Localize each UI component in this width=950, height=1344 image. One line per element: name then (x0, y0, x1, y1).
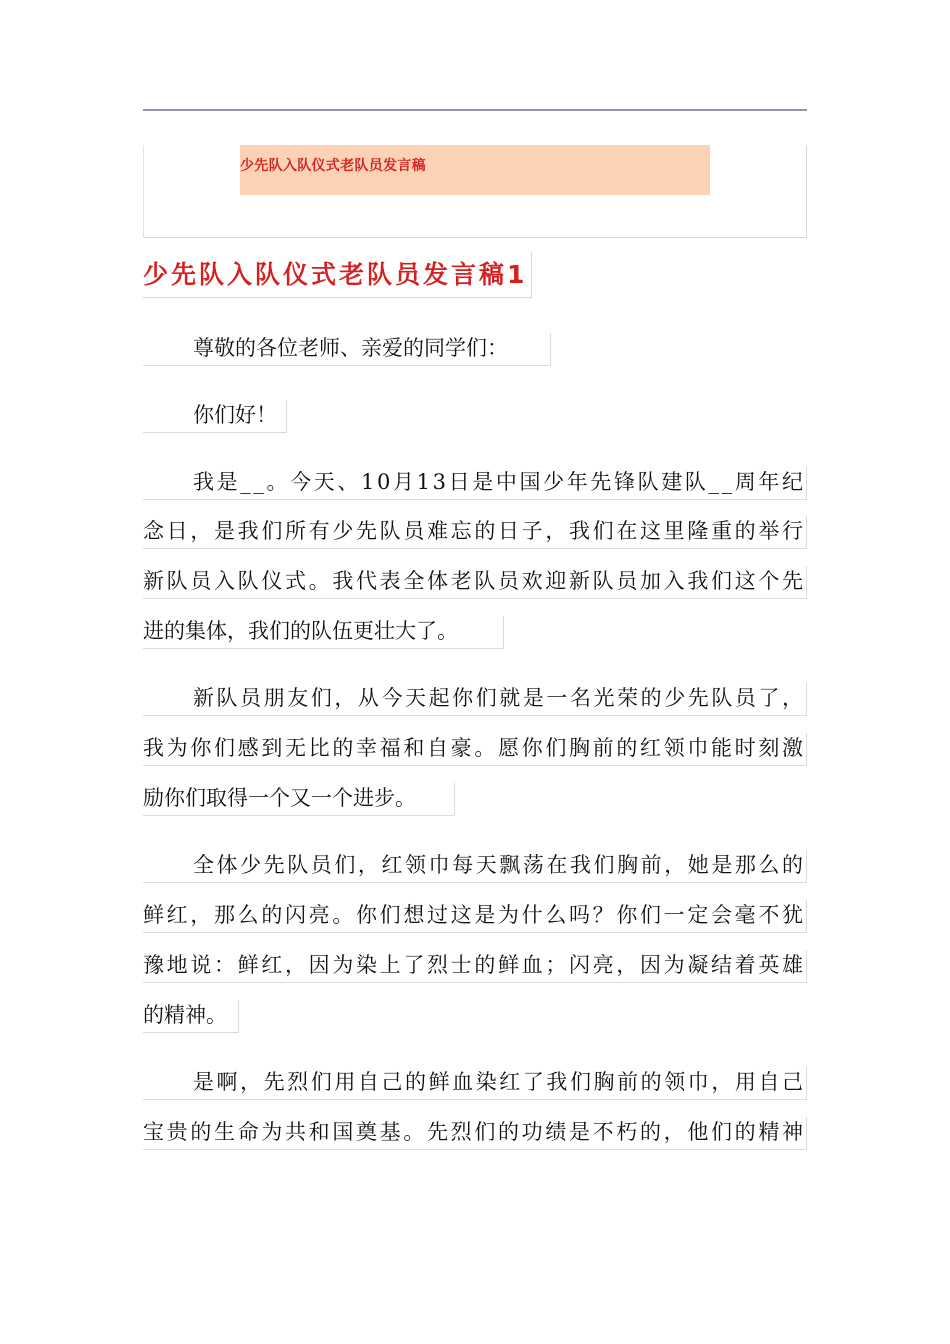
text-line-content: 是啊，先烈们用自己的鲜血染红了我们胸前的领巾，用自己 (193, 1070, 806, 1094)
text-line (143, 516, 807, 549)
text-line (143, 467, 807, 500)
text-line (143, 733, 807, 766)
text-line-content: 念日，是我们所有少先队员难忘的日子，我们在这里隆重的举行 (143, 519, 806, 543)
text-line (143, 566, 807, 599)
text-line-content: 宝贵的生命为共和国奠基。先烈们的功绩是不朽的，他们的精神 (143, 1120, 806, 1144)
text-line-content: 的精神。 (143, 1003, 227, 1027)
text-line (143, 950, 807, 983)
text-line-content: 新队员入队仪式。我代表全体老队员欢迎新队员加入我们这个先 (143, 569, 806, 593)
text-line-content: 你们好！ (193, 403, 277, 427)
text-line-content: 豫地说：鲜红，因为染上了烈士的鲜血；闪亮，因为凝结着英雄 (143, 953, 806, 977)
text-line-content: 进的集体，我们的队伍更壮大了。 (143, 619, 458, 643)
text-line (143, 400, 287, 433)
text-line (143, 1067, 807, 1100)
text-line (143, 616, 504, 649)
main-heading: 少先队入队仪式老队员发言稿1 (143, 252, 532, 298)
text-line (143, 850, 807, 883)
text-line (143, 783, 455, 816)
text-line-content: 我是__。今天、10月13日是中国少年先锋队建队__周年纪 (193, 470, 806, 494)
text-line-content: 我为你们感到无比的幸福和自豪。愿你们胸前的红领巾能时刻激 (143, 736, 806, 760)
header-title: 少先队入队仪式老队员发言稿 (240, 158, 426, 174)
text-line (143, 1000, 239, 1033)
text-line-content: 新队员朋友们，从今天起你们就是一名光荣的少先队员了， (193, 686, 806, 710)
text-line-content: 全体少先队员们，红领巾每天飘荡在我们胸前，她是那么的 (193, 853, 806, 877)
text-line (143, 683, 807, 716)
text-line (143, 1117, 807, 1150)
text-line-content: 鲜红，那么的闪亮。你们想过这是为什么吗？你们一定会毫不犹 (143, 903, 806, 927)
text-line-content: 尊敬的各位老师、亲爱的同学们： (193, 336, 508, 360)
text-line (143, 900, 807, 933)
text-line (143, 333, 551, 366)
top-rule (143, 109, 807, 111)
text-line-content: 励你们取得一个又一个进步。 (143, 786, 416, 810)
